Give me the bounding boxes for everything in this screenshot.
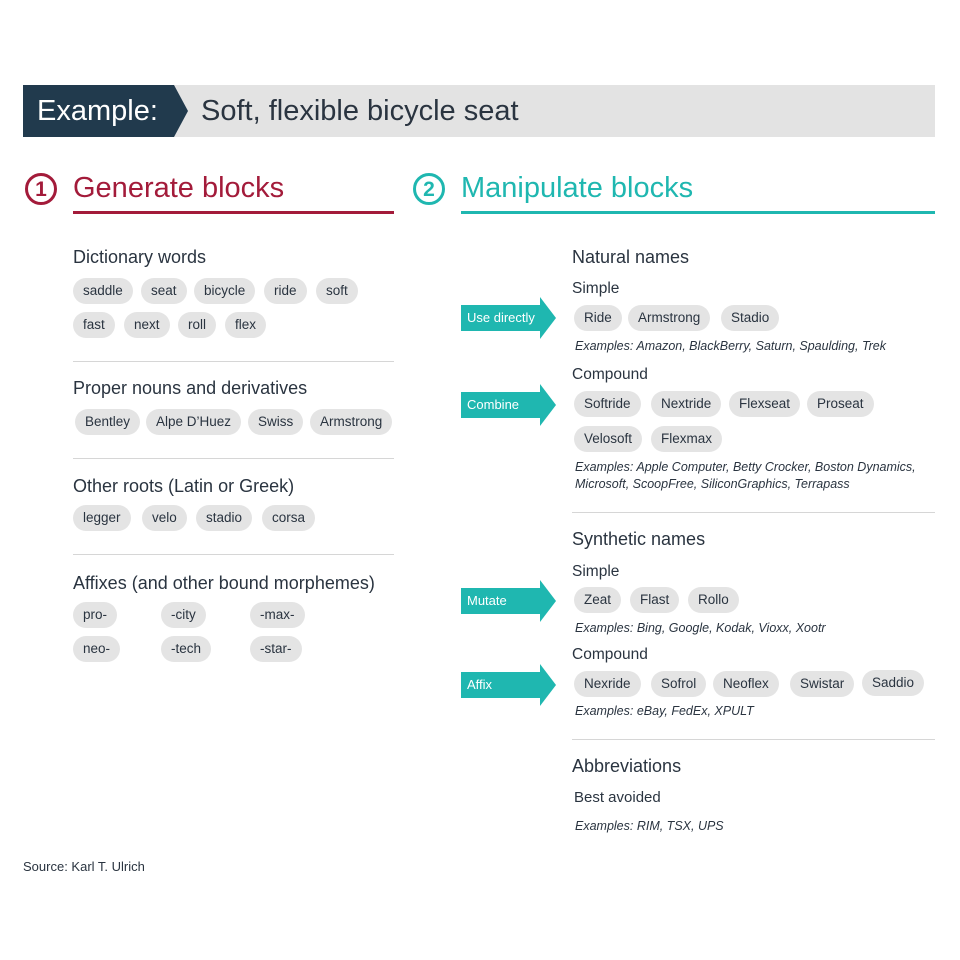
chip: Nextride xyxy=(651,391,721,417)
divider xyxy=(73,458,394,459)
examples-text: Examples: Apple Computer, Betty Crocker, Boston Dynamics, xyxy=(575,460,916,474)
abbreviations-note: Best avoided xyxy=(574,789,661,806)
affix-arrow xyxy=(461,664,556,706)
divider xyxy=(572,739,935,740)
section-2-title: Manipulate blocks xyxy=(461,172,694,204)
chip: Neoflex xyxy=(713,671,779,697)
examples-text: Examples: Bing, Google, Kodak, Vioxx, Xootr xyxy=(575,621,826,635)
chip: next xyxy=(124,312,170,338)
chip: roll xyxy=(178,312,216,338)
use-directly-arrow xyxy=(461,297,556,339)
chip: stadio xyxy=(196,505,252,531)
group-title-dictionary-words: Dictionary words xyxy=(73,247,207,267)
section-2-underline xyxy=(461,211,935,214)
chip: Stadio xyxy=(721,305,779,331)
category-title-natural-names: Natural names xyxy=(572,247,690,267)
chip: Softride xyxy=(574,391,641,417)
chip: Velosoft xyxy=(574,426,642,452)
divider xyxy=(73,361,394,362)
chip: Swiss xyxy=(248,409,303,435)
group-title-other-roots: Other roots (Latin or Greek) xyxy=(73,476,295,496)
group-title-affixes: Affixes (and other bound morphemes) xyxy=(73,573,375,593)
examples-text: Microsoft, ScoopFree, SiliconGraphics, Terrapass xyxy=(575,477,850,491)
chip: ride xyxy=(264,278,307,304)
chip: Flexmax xyxy=(651,426,722,452)
chip: Proseat xyxy=(807,391,874,417)
arrow-label: Affix xyxy=(467,677,493,692)
chip: bicycle xyxy=(194,278,255,304)
chip: Ride xyxy=(574,305,622,331)
chip: Alpe D’Huez xyxy=(146,409,241,435)
chip: Armstrong xyxy=(310,409,392,435)
arrow-head-icon xyxy=(540,664,556,706)
chip: pro- xyxy=(73,602,117,628)
example-tag-label: Example: xyxy=(37,95,158,127)
chip: -max- xyxy=(250,602,305,628)
chip: -star- xyxy=(250,636,302,662)
chip: Flexseat xyxy=(729,391,800,417)
chip: Flast xyxy=(630,587,679,613)
chip: corsa xyxy=(262,505,315,531)
section-1-title: Generate blocks xyxy=(73,172,285,204)
combine-arrow xyxy=(461,384,556,426)
chip: Sofrol xyxy=(651,671,706,697)
chip: -tech xyxy=(161,636,211,662)
category-title-abbreviations: Abbreviations xyxy=(572,756,682,776)
step-2-badge: 2 xyxy=(413,173,445,205)
divider xyxy=(73,554,394,555)
chip: Zeat xyxy=(574,587,621,613)
chip: fast xyxy=(73,312,115,338)
examples-text: Examples: eBay, FedEx, XPULT xyxy=(575,704,754,718)
subcategory-title-simple: Simple xyxy=(572,280,620,297)
divider xyxy=(572,512,935,513)
source-credit: Source: Karl T. Ulrich xyxy=(23,859,145,874)
chip: Swistar xyxy=(790,671,854,697)
section-1-underline xyxy=(73,211,394,214)
group-title-proper-nouns: Proper nouns and derivatives xyxy=(73,378,308,398)
chip: seat xyxy=(141,278,187,304)
page-title: Soft, flexible bicycle seat xyxy=(201,95,519,127)
chip: -city xyxy=(161,602,206,628)
chip: neo- xyxy=(73,636,120,662)
arrow-head-icon xyxy=(540,297,556,339)
chip: Armstrong xyxy=(628,305,710,331)
chip: legger xyxy=(73,505,131,531)
chip: flex xyxy=(225,312,266,338)
subcategory-title-compound: Compound xyxy=(572,646,648,663)
examples-text: Examples: Amazon, BlackBerry, Saturn, Spaulding, Trek xyxy=(575,339,887,353)
mutate-arrow xyxy=(461,580,556,622)
chip: velo xyxy=(142,505,187,531)
chip: saddle xyxy=(73,278,133,304)
arrow-head-icon xyxy=(540,580,556,622)
category-title-synthetic-names: Synthetic names xyxy=(572,529,706,549)
arrow-label: Use directly xyxy=(467,310,535,325)
step-1-badge: 1 xyxy=(25,173,57,205)
arrow-label: Combine xyxy=(467,397,520,412)
chip: Saddio xyxy=(862,670,924,696)
chip: Rollo xyxy=(688,587,739,613)
subcategory-title-simple: Simple xyxy=(572,563,620,580)
arrow-head-icon xyxy=(540,384,556,426)
examples-text: Examples: RIM, TSX, UPS xyxy=(575,819,724,833)
subcategory-title-compound: Compound xyxy=(572,366,648,383)
chip: soft xyxy=(316,278,358,304)
chip: Bentley xyxy=(75,409,140,435)
arrow-label: Mutate xyxy=(467,593,507,608)
chip: Nexride xyxy=(574,671,641,697)
